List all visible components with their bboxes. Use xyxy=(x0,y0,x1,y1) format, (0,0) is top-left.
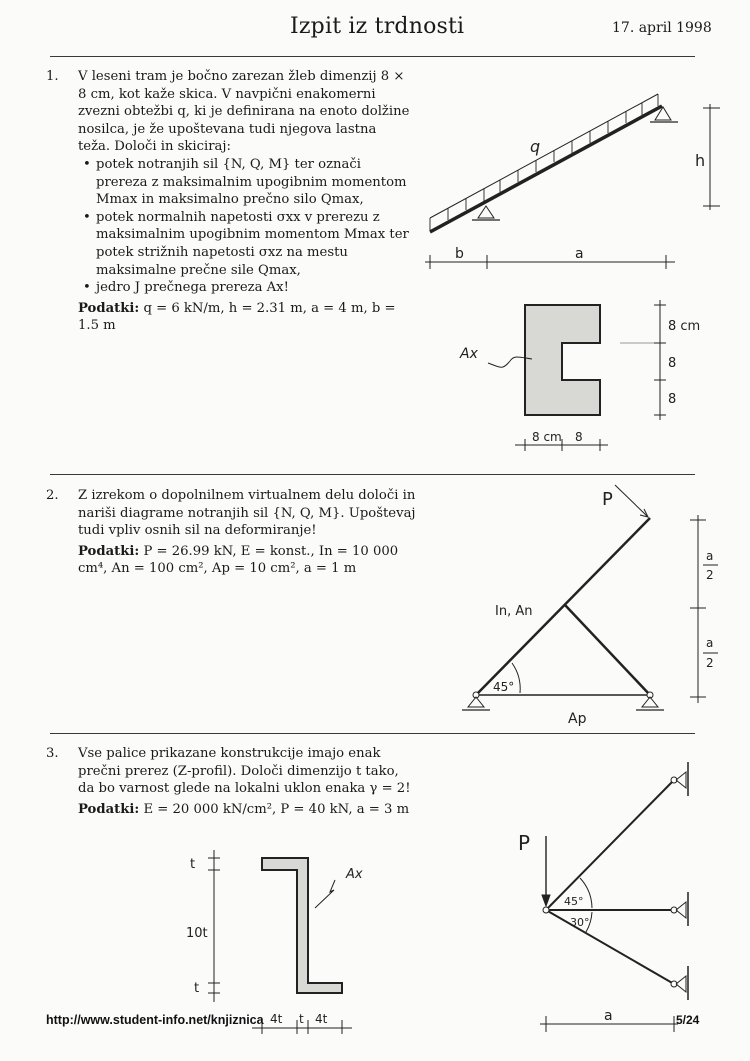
data-label: Podatki: xyxy=(78,543,140,559)
task-number: 2. xyxy=(46,488,59,503)
label-b: b xyxy=(455,246,464,262)
label-span-a: a xyxy=(604,1008,613,1024)
task-data xyxy=(78,300,412,335)
load-arrows xyxy=(430,94,658,230)
figure-inclined-beam xyxy=(410,80,730,280)
section-pointer xyxy=(315,880,335,908)
label-ap: Ap xyxy=(568,711,587,727)
bullet-item: • jedro J prečnega prereza Ax! xyxy=(96,279,412,297)
dim-right: 8 xyxy=(575,430,583,444)
dim-t-top: t xyxy=(190,857,196,872)
section-shape xyxy=(525,305,600,415)
bullet-item: • potek normalnih napetosti σxx v prerezu z maksimalnim upogibnim momentom Mmax ter potek strižnih napetosti σxz na mestu maksimalne prečne sile Qmax, xyxy=(96,209,412,279)
member-diagonal xyxy=(565,605,650,695)
z-section-shape xyxy=(262,858,342,993)
data-values: P = 26.99 kN, E = konst., In = 10 000 cm⁴, An = 100 cm², Ap = 10 cm², a = 1 m xyxy=(78,543,399,577)
data-label: Podatki: xyxy=(78,300,140,316)
page-title: Izpit iz trdnosti xyxy=(290,14,465,39)
dim-4t-left: 4t xyxy=(270,1012,283,1026)
task-intro: V leseni tram je bočno zarezan žleb dimenzij 8 × 8 cm, kot kaže skica. V navpični enakomerni zvezni obtežbi q, ki je definirana na enoto dolžine nosilca, je že upoštevana tudi njegova lastna teža. Določi in skiciraj: xyxy=(78,69,410,155)
dim-top: 8 cm xyxy=(668,319,701,334)
label-angle-30: 30° xyxy=(570,916,590,929)
task-divider-2 xyxy=(50,733,695,734)
header-divider xyxy=(50,56,695,57)
dim-upper-den: 2 xyxy=(706,568,714,582)
task-intro: Z izrekom o dopolnilnem virtualnem delu določi in nariši diagrame notranjih sil {N, Q, M}. Upoštevaj tudi vpliv osnih sil na deformiranje! xyxy=(78,488,416,539)
force-p-arrow xyxy=(615,485,648,517)
label-a: a xyxy=(575,246,584,262)
dim-upper-num: a xyxy=(706,549,714,563)
data-values: E = 20 000 kN/cm², P = 40 kN, a = 3 m xyxy=(143,801,410,817)
dim-4t-right: 4t xyxy=(315,1012,328,1026)
label-force-p: P xyxy=(602,489,613,510)
task-bullets xyxy=(62,156,412,297)
figure-cross-section-1 xyxy=(440,285,720,465)
task-data xyxy=(78,543,417,578)
dim-lower-num: a xyxy=(706,636,714,650)
dim-bot: 8 xyxy=(668,392,677,407)
dim-left: 8 cm xyxy=(532,430,562,444)
task-number: 1. xyxy=(46,69,59,84)
dim-lower-den: 2 xyxy=(706,656,714,670)
beam xyxy=(430,106,662,232)
task-data xyxy=(78,801,417,819)
label-angle-45: 45° xyxy=(564,895,584,908)
task-1 xyxy=(46,68,412,335)
label-ax: Ax xyxy=(460,346,478,362)
dim-10t: 10t xyxy=(186,926,208,941)
bar-lower xyxy=(546,910,674,984)
task-intro: Vse palice prikazane konstrukcije imajo enak prečni prerez (Z-profil). Določi dimenzijo t tako, da bo varnost glede na lokalni uklon enaka γ = 2! xyxy=(78,746,411,797)
task-number: 3. xyxy=(46,746,59,761)
bullet-item: • potek notranjih sil {N, Q, M} ter označi prereza z maksimalnim upogibnim momentom Mmax in maksimalno prečno silo Qmax, xyxy=(96,156,412,209)
label-angle: 45° xyxy=(493,680,515,694)
dim-t-web: t xyxy=(299,1012,304,1026)
data-values: q = 6 kN/m, h = 2.31 m, a = 4 m, b = 1.5 m xyxy=(78,300,396,334)
label-in-an: In, An xyxy=(495,604,533,619)
task-2 xyxy=(46,487,417,578)
bar-upper xyxy=(546,780,674,910)
figure-truss xyxy=(500,750,730,1050)
source-url[interactable]: http://www.student-info.net/knjiznica xyxy=(46,1013,264,1027)
label-ax: Ax xyxy=(346,867,363,882)
page-number: 5/24 xyxy=(676,1013,700,1027)
dim-t-bot: t xyxy=(194,981,200,996)
label-h: h xyxy=(695,151,706,170)
label-force-p: P xyxy=(518,831,531,855)
dim-mid: 8 xyxy=(668,356,677,371)
exam-date: 17. april 1998 xyxy=(612,20,712,36)
figure-frame xyxy=(440,475,730,730)
load-line xyxy=(430,94,658,218)
data-label: Podatki: xyxy=(78,801,140,817)
task-3 xyxy=(46,745,417,818)
support-left xyxy=(478,206,494,218)
label-q: q xyxy=(530,137,541,156)
